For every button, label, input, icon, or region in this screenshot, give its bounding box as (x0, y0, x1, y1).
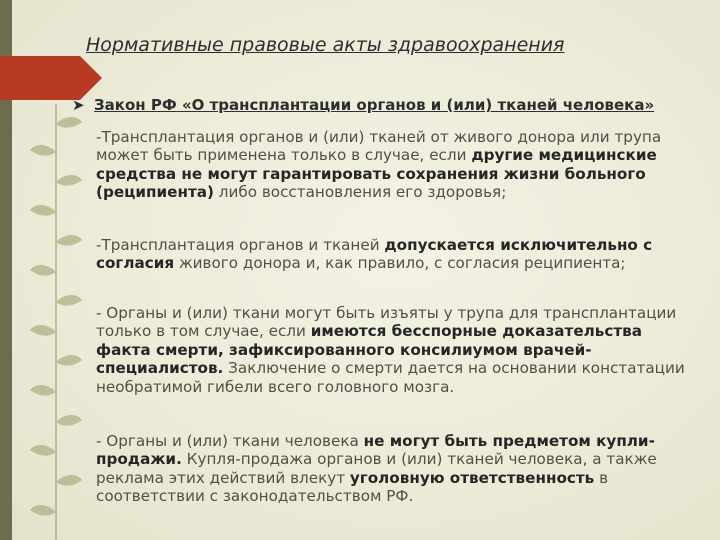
para1-bold-1: другие медицинские средства не могут гарантировать сохранения жизни больного (реципиента) (96, 146, 657, 202)
paragraph-2 (96, 236, 686, 273)
red-accent-tab (0, 56, 102, 100)
para3-bold-1: имеются бесспорные доказательства факта смерти, зафиксированного консилиумом врачей-специалистов. (96, 322, 643, 378)
para1-text-2: либо восстановления его здоровья; (213, 183, 507, 202)
foliage-decoration-icon (26, 104, 86, 540)
para3-text-2: Заключение о смерти дается на основании констатации необратимой гибели всего головного мозга. (96, 359, 685, 396)
para2-bold-1: допускается исключительно с согласия (96, 236, 653, 273)
para3-text-1: - Органы и (или) ткани могут быть изъяты у трупа для трансплантации только в том случае, если (96, 304, 677, 341)
law-name: Закон РФ «О трансплантации органов и (или) тканей человека» (94, 96, 655, 114)
para4-text-1: - Органы и (или) ткани человека (96, 432, 364, 450)
law-bullet (72, 96, 702, 114)
para4-bold-1: не могут быть предметом купли-продажи. (96, 432, 655, 469)
arrow-bullet-icon: ➤ (72, 96, 85, 114)
page-title: Нормативные правовые акты здравоохранения (86, 34, 565, 56)
para2-text-1: -Трансплантация органов и тканей (96, 236, 385, 254)
para4-text-3: в соответствии с законодательством РФ. (96, 468, 609, 506)
para4-bold-2: уголовную ответственность (349, 468, 595, 487)
paragraph-1 (96, 128, 686, 202)
paragraph-4 (96, 432, 686, 506)
para1-text-1: -Трансплантация органов и (или) тканей от живого донора или трупа может быть применена только в случае, если (96, 128, 662, 165)
para2-text-2: живого донора и, как правило, с согласия реципиента; (174, 254, 626, 273)
para4-text-2: Купля-продажа органов и (или) тканей человека, а также реклама этих действий влекут (96, 450, 657, 487)
paragraph-3 (96, 304, 686, 396)
